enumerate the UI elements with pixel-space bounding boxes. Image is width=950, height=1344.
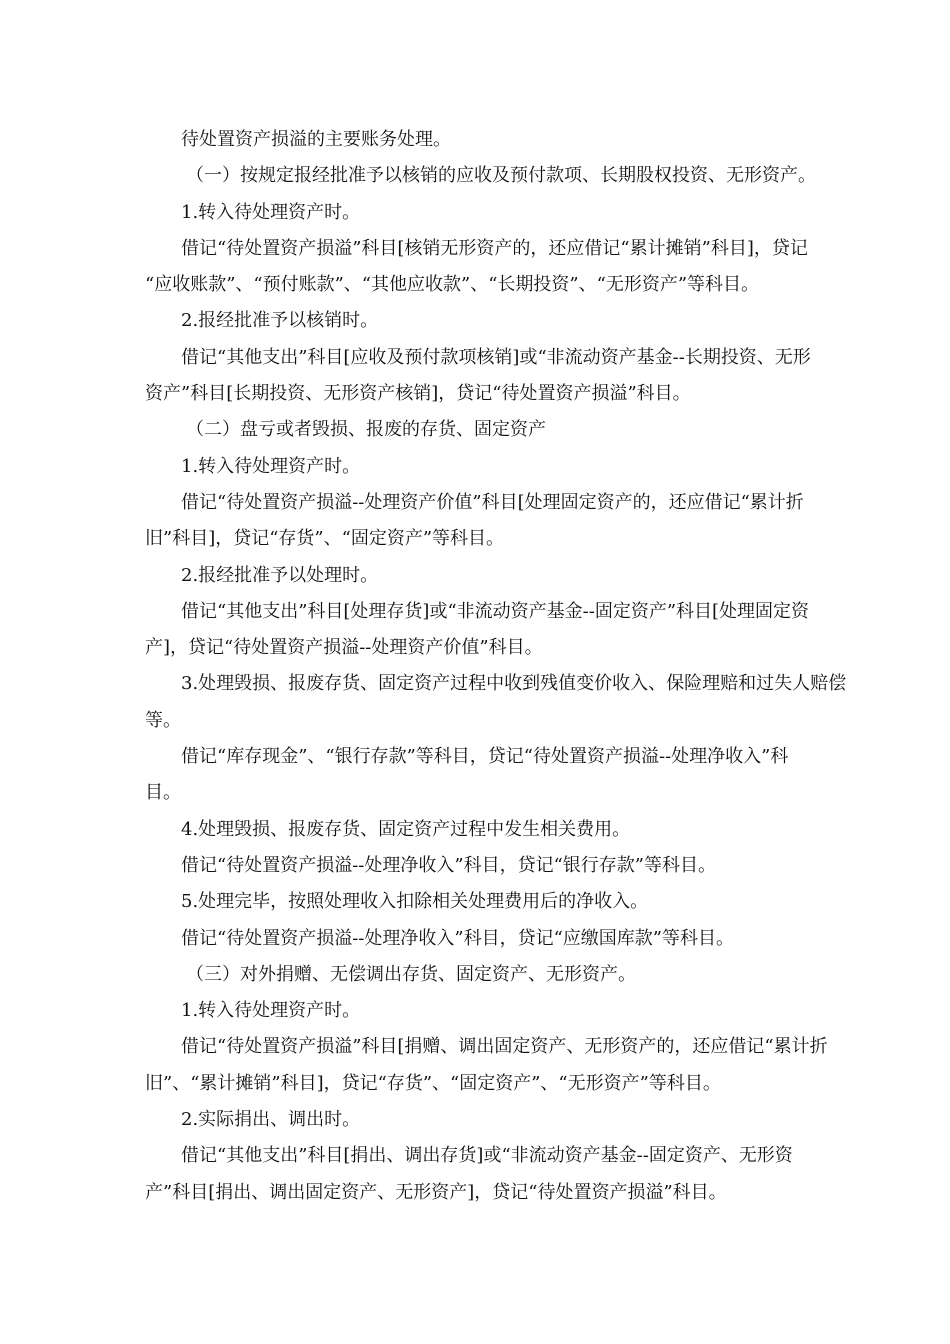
- paragraph-line: 借记“待处置资产损溢”科目[捐赠、调出固定资产、无形资产的，还应借记“累计折: [181, 1036, 828, 1058]
- paragraph-line: 资产”科目[长期投资、无形资产核销]，贷记“待处置资产损溢”科目。: [145, 383, 691, 405]
- paragraph-line: 2.实际捐出、调出时。: [181, 1109, 361, 1131]
- paragraph-line: 目。: [145, 782, 181, 804]
- paragraph-line: 借记“其他支出”科目[应收及预付款项核销]或“非流动资产基金--长期投资、无形: [181, 346, 811, 368]
- paragraph-line: （二）盘亏或者毁损、报废的存货、固定资产: [186, 419, 546, 441]
- paragraph-line: 借记“待处置资产损溢”科目[核销无形资产的，还应借记“累计摊销”科目]，贷记: [181, 237, 808, 259]
- paragraph-line: 产”科目[捐出、调出固定资产、无形资产]，贷记“待处置资产损溢”科目。: [145, 1181, 727, 1203]
- paragraph-line: 等。: [145, 709, 181, 731]
- paragraph-line: 借记“库存现金”、“银行存款”等科目，贷记“待处置资产损溢--处理净收入”科: [181, 746, 789, 768]
- paragraph-line: 待处置资产损溢的主要账务处理。: [181, 129, 451, 150]
- document-body: [145, 122, 905, 1211]
- paragraph-line: 1.转入待处理资产时。: [181, 201, 361, 223]
- paragraph-line: （一）按规定报经批准予以核销的应收及预付款项、长期股权投资、无形资产。: [186, 165, 816, 187]
- paragraph-line: 产]，贷记“待处置资产损溢--处理资产价值”科目。: [145, 637, 543, 659]
- paragraph-line: 借记“其他支出”科目[捐出、调出存货]或“非流动资产基金--固定资产、无形资: [181, 1145, 793, 1167]
- paragraph-line: 2.报经批准予以核销时。: [181, 310, 379, 332]
- paragraph-line: 旧”科目]，贷记“存货”、“固定资产”等科目。: [145, 528, 505, 550]
- paragraph-line: 3.处理毁损、报废存货、固定资产过程中收到残值变价收入、保险理赔和过失人赔偿: [181, 673, 847, 695]
- paragraph-line: 1.转入待处理资产时。: [181, 455, 361, 477]
- paragraph-line: 旧”、“累计摊销”科目]，贷记“存货”、“固定资产”、“无形资产”等科目。: [145, 1072, 721, 1094]
- paragraph-line: “应收账款”、“预付账款”、“其他应收款”、“长期投资”、“无形资产”等科目。: [145, 274, 760, 296]
- paragraph-line: 5.处理完毕，按照处理收入扣除相关处理费用后的净收入。: [181, 891, 649, 913]
- paragraph-line: 借记“待处置资产损溢--处理资产价值”科目[处理固定资产的，还应借记“累计折: [181, 491, 804, 513]
- paragraph-line: 4.处理毁损、报废存货、固定资产过程中发生相关费用。: [181, 818, 631, 840]
- paragraph-line: 1.转入待处理资产时。: [181, 1000, 361, 1022]
- paragraph-line: 2.报经批准予以处理时。: [181, 564, 379, 586]
- paragraph-line: 借记“待处置资产损溢--处理净收入”科目，贷记“银行存款”等科目。: [181, 854, 716, 876]
- paragraph-line: 借记“其他支出”科目[处理存货]或“非流动资产基金--固定资产”科目[处理固定资: [181, 600, 810, 622]
- paragraph-line: （三）对外捐赠、无偿调出存货、固定资产、无形资产。: [186, 963, 636, 985]
- paragraph-line: 借记“待处置资产损溢--处理净收入”科目，贷记“应缴国库款”等科目。: [181, 927, 734, 949]
